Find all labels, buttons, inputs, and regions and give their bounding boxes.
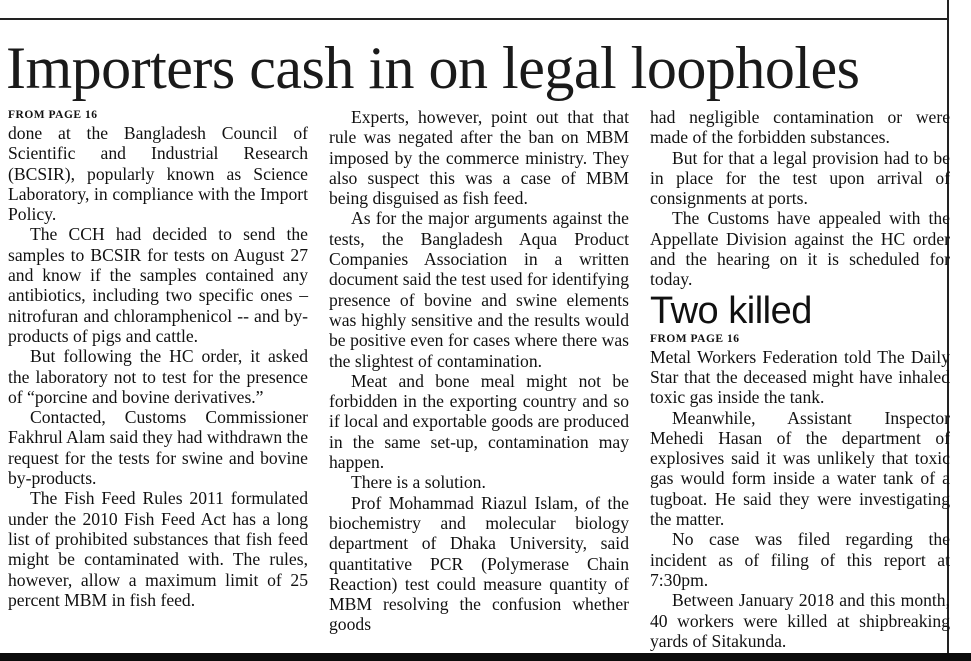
- headline: Importers cash in on legal loopholes: [6, 35, 860, 101]
- paragraph: But for that a legal provision had to be in place for the test upon arrival of consignments at ports.: [650, 147, 950, 209]
- paragraph: Between January 2018 and this month, 40 workers were killed at shipbreaking yards of Sitakunda.: [650, 590, 950, 651]
- paragraph: done at the Bangladesh Council of Scientific and Industrial Research (BCSIR), popularly known as Science Laboratory, in compliance with the Import Policy.: [8, 123, 308, 225]
- article-column-2: [329, 107, 629, 635]
- paragraph: The CCH had decided to send the samples to BCSIR for tests on August 27 and know if the samples contained any antibiotics, including two specific ones – nitrofuran and chloramphenicol -- and by-products of pigs and cattle.: [8, 224, 308, 346]
- paragraph: Meanwhile, Assistant Inspector Mehedi Hasan of the department of explosives said it was unlikely that toxic gas would form inside a water tank of a tugboat. He said they were investigating the matter.: [650, 407, 950, 530]
- paragraph: No case was filed regarding the incident as of filing of this report at 7:30pm.: [650, 529, 950, 590]
- paragraph: Experts, however, point out that that rule was negated after the ban on MBM imposed by the commerce ministry. They also suspect this was a case of MBM being disguised as fish feed.: [329, 107, 629, 209]
- paragraph: The Fish Feed Rules 2011 formulated under the 2010 Fish Feed Act has a long list of prohibited substances that fish feed might be contaminated with. The rules, however, allow a maximum limit of 25 percent MBM in fish feed.: [8, 488, 308, 610]
- paragraph: But following the HC order, it asked the laboratory not to test for the presence of “porcine and bovine derivatives.”: [8, 346, 308, 407]
- second-article-headline: Two killed: [650, 289, 812, 332]
- article-column-1: [8, 107, 308, 610]
- paragraph: had negligible contamination or were made of the forbidden substances.: [650, 107, 950, 148]
- paragraph: Metal Workers Federation told The Daily Star that the deceased might have inhaled toxic gas inside the tank.: [650, 346, 950, 408]
- paragraph: The Customs have appealed with the Appellate Division against the HC order and the hearing on it is scheduled for today.: [650, 208, 950, 290]
- jump-label: FROM PAGE 16: [650, 332, 740, 345]
- paragraph: As for the major arguments against the tests, the Bangladesh Aqua Product Companies Association in a written document said the test used for identifying presence of bovine and swine elements was highly sensitive and the results would be positive even for cases where there was the slightest of contamination.: [329, 208, 630, 371]
- paragraph: Contacted, Customs Commissioner Fakhrul Alam said they had withdrawn the request for the tests for swine and bovine by-products.: [8, 407, 309, 489]
- jump-label: FROM PAGE 16: [8, 109, 98, 121]
- paragraph: There is a solution.: [351, 472, 486, 493]
- bottom-border: [0, 653, 971, 661]
- top-rule: [0, 18, 947, 20]
- article-column-3: [650, 107, 950, 651]
- paragraph: Meat and bone meal might not be forbidden in the exporting country and so if local and exportable goods are produced in the same set-up, contamination may happen.: [329, 370, 629, 473]
- paragraph: Prof Mohammad Riazul Islam, of the biochemistry and molecular biology department of Dhaka University, said quantitative PCR (Polymerase Chain Reaction) test could measure quantity of MBM resolving the confusion whether goods: [329, 492, 629, 635]
